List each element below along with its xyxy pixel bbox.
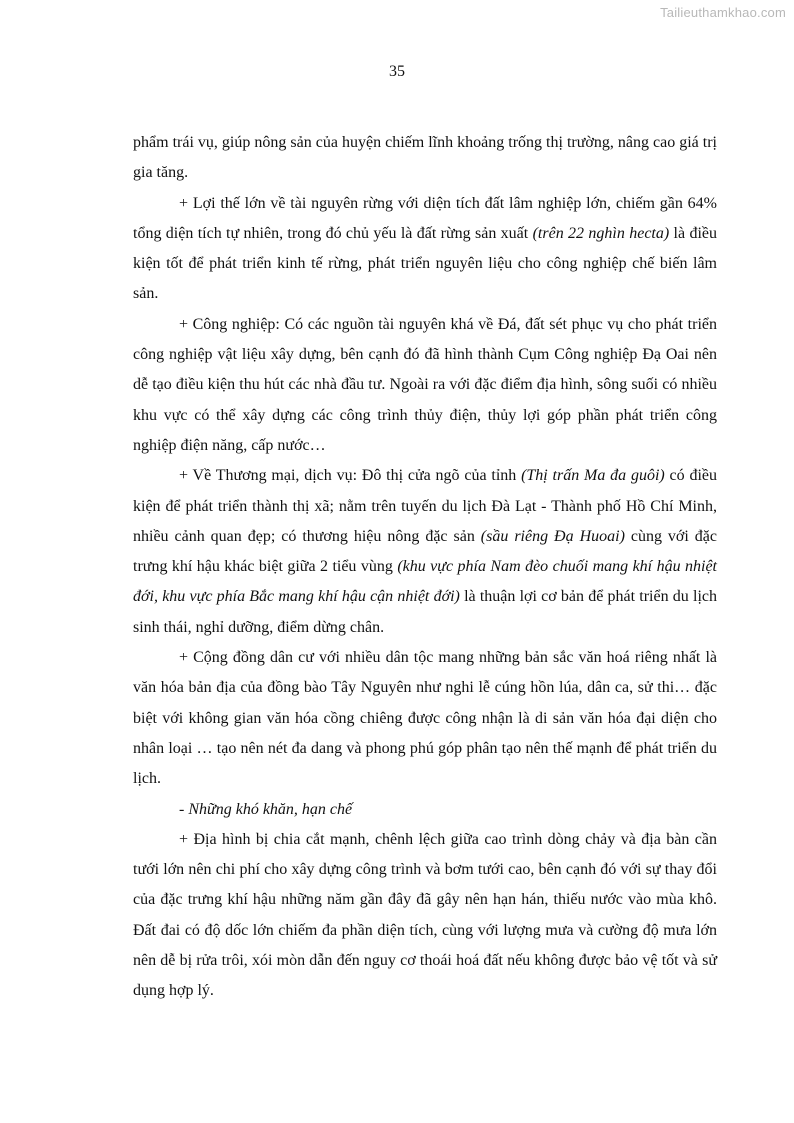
- paragraph-community: [133, 643, 717, 794]
- paragraph-text: + Lợi thế lớn về tài nguyên rừng với diện tích đất lâm nghiệp lớn, chiếm gần 64% tổng diện tích tự nhiên, trong đó chủ yếu là đất rừng sản xuất: [133, 194, 717, 242]
- paragraph-continuation: [133, 128, 717, 189]
- paragraph-terrain: [133, 825, 717, 1007]
- paragraph-text: cùng với đặc trưng khí hậu khác biệt giữa 2 tiểu vùng: [133, 527, 718, 576]
- paragraph-text: là điều kiện tốt để phát triển kinh tế rừng, phát triển nguyên liệu cho công nghiệp chế biến lâm sản.: [133, 224, 718, 303]
- paragraph-forest-advantage: [133, 189, 717, 310]
- paragraph-italic-text: (khu vực phía Nam đèo chuối mang khí hậu nhiệt đới, khu vực phía Bắc mang khí hậu cận nhiệt đới): [133, 558, 717, 606]
- paragraph-trade-services: [133, 461, 717, 643]
- paragraph-text: là thuận lợi cơ bản để phát triển du lịch sinh thái, nghỉ dưỡng, điểm dừng chân.: [133, 588, 718, 636]
- heading-italic-text: - Những khó khăn, hạn chế: [179, 800, 353, 818]
- page-number: 35: [389, 63, 405, 80]
- paragraph-text: + Địa hình bị chia cắt mạnh, chênh lệch giữa cao trình dòng chảy và địa bàn cần tưới lớn nên chi phí cho xây dựng công trình và bơm tưới cao, bên cạnh đó với sự thay đổi của đặc trưng khí hậu những năm gần đây đã gây nên hạn hán, thiếu nước vào mùa khô. Đất đai có độ dốc lớn chiếm đa phần diện tích, cùng với lượng mưa và cường độ mưa lớn nên dễ bị rửa trôi, xói mòn dẫn đến nguy cơ thoái hoá đất nếu không được bảo vệ tốt và sử dụng hợp lý.: [133, 830, 717, 1000]
- paragraph-italic-text: (sầu riêng Đạ Huoai): [480, 527, 625, 545]
- paragraph-italic-text: (trên 22 nghìn hecta): [532, 224, 670, 242]
- section-heading-difficulties: [133, 795, 717, 825]
- paragraph-text: + Cộng đồng dân cư với nhiều dân tộc mang những bản sắc văn hoá riêng nhất là văn hóa bản địa của đồng bào Tây Nguyên như nghi lễ cúng hồn lúa, dân ca, sử thi… đặc biệt với không gian văn hóa cồng chiêng được công nhận là di sản văn hóa đại diện cho nhân loại … tạo nên nét đa dang và phong phú góp phân tạo nên thế mạnh để phát triển du lịch.: [133, 649, 717, 788]
- watermark-text: Tailieuthamkhao.com: [660, 5, 786, 20]
- paragraph-industry: [133, 310, 717, 461]
- paragraph-italic-text: (Thị trấn Ma đa guôi): [521, 467, 665, 485]
- document-body: [133, 128, 717, 1007]
- paragraph-text: có điều kiện để phát triển thành thị xã; nằm trên tuyến du lịch Đà Lạt - Thành phố Hồ Chí Minh, nhiều cảnh quan đẹp; có thương hiệu nông đặc sản: [133, 467, 717, 545]
- paragraph-text: + Công nghiệp: Có các nguồn tài nguyên khá về Đá, đất sét phục vụ cho phát triển công nghiệp vật liệu xây dựng, bên cạnh đó đã hình thành Cụm Công nghiệp Đạ Oai nên dễ tạo điều kiện thu hút các nhà đầu tư. Ngoài ra với đặc điểm địa hình, sông suối có nhiều khu vực có thể xây dựng các công trình thủy điện, thủy lợi góp phần phát triển công nghiệp điện năng, cấp nước…: [133, 315, 717, 454]
- paragraph-text: + Về Thương mại, dịch vụ: Đô thị cửa ngõ của tỉnh: [179, 467, 522, 485]
- paragraph-text: phẩm trái vụ, giúp nông sản của huyện chiếm lĩnh khoảng trống thị trường, nâng cao giá trị gia tăng.: [133, 134, 717, 182]
